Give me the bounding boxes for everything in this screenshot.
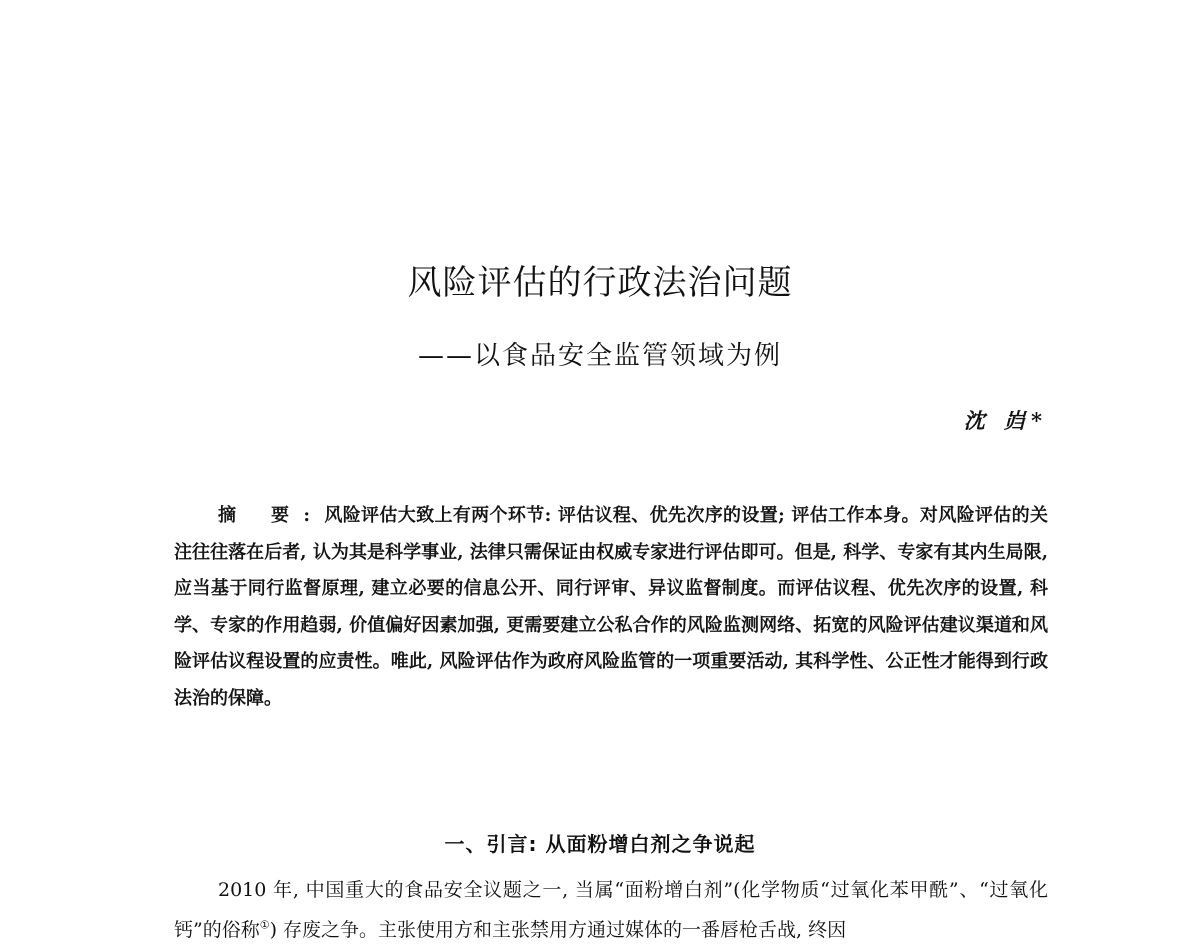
abstract-paragraph bbox=[174, 498, 1048, 717]
abstract-label: 摘 要: bbox=[218, 505, 324, 526]
body-paragraph bbox=[174, 870, 1048, 950]
paper-subtitle: ——以食品安全监管领域为例 bbox=[417, 341, 782, 371]
body-text-part-2: ) 存废之争。主张使用方和主张禁用方通过媒体的一番唇枪舌战, 终因 bbox=[269, 919, 847, 941]
body-text-part-1: 2010 年, 中国重大的食品安全议题之一, 当属“面粉增白剂”(化学物质“过氧化苯甲酰”、“过氧化钙”的俗称 bbox=[174, 879, 1048, 941]
paper-title: 风险评估的行政法治问题 bbox=[407, 263, 793, 303]
footnote-marker[interactable]: ① bbox=[259, 918, 270, 932]
author-name: 沈 岿* bbox=[963, 408, 1048, 433]
section-heading: 一、引言: 从面粉增白剂之争说起 bbox=[444, 832, 756, 856]
abstract-text: 风险评估大致上有两个环节: 评估议程、优先次序的设置; 评估工作本身。对风险评估的关注往往落在后者, 认为其是科学事业, 法律只需保证由权威专家进行评估即可。但是, 科学、专家有其内生局限, 应当基于同行监督原理, 建立必要的信息公开、同行评审、异议监督制度。而评估议程、优先次序的设置, 科学、专家的作用趋弱, 价值偏好因素加强, 更需要建立公私合作的风险监测网络、拓宽的风险评估建议渠道和风险评估议程设置的应责性。唯此, 风险评估作为政府风险监管的一项重要活动, 其科学性、公正性才能得到行政法治的保障。 bbox=[174, 505, 1048, 709]
